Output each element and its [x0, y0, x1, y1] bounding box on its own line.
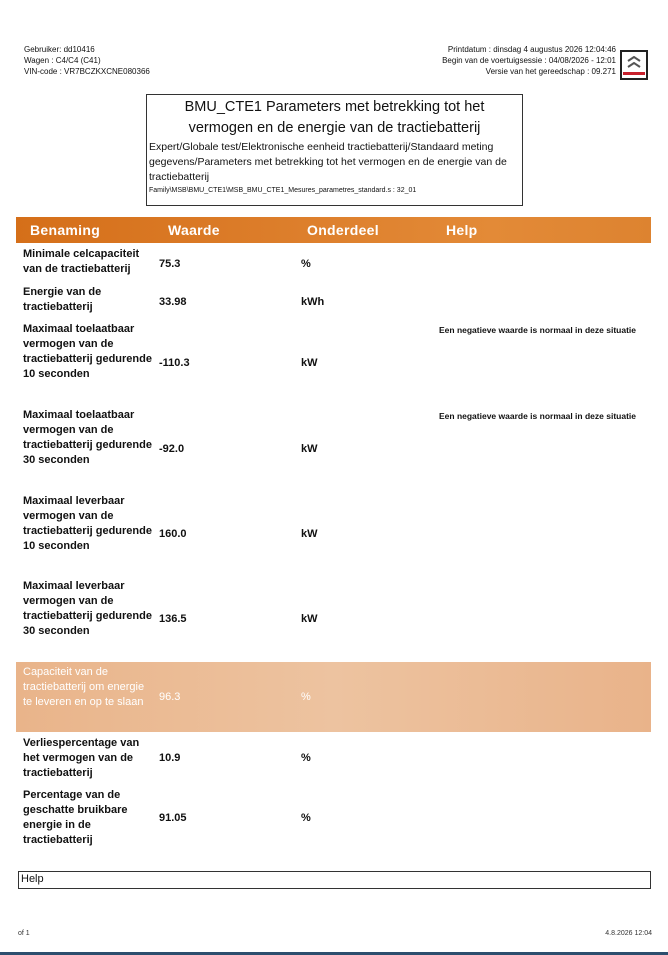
row-unit: %: [301, 752, 311, 764]
table-row: [16, 405, 651, 491]
row-unit: %: [301, 691, 311, 703]
row-name: Maximaal leverbaar vermogen van de tractiebatterij gedurende 10 seconden: [23, 495, 152, 552]
table-header: [16, 217, 651, 243]
title-file: Family\MSB\BMU_CTE1\MSB_BMU_CTE1_Mesures_parametres_standard.s : 32_01: [149, 187, 417, 194]
page-title-line1: BMU_CTE1 Parameters met betrekking tot het: [184, 99, 485, 115]
row-value: 96.3: [159, 691, 181, 703]
table-row: [16, 576, 651, 662]
row-value: 136.5: [159, 613, 187, 625]
table-row: [16, 491, 651, 576]
row-name: Maximaal toelaatbaar vermogen van de tractiebatterij gedurende 10 seconden: [23, 323, 152, 380]
brand-stripe: [623, 72, 645, 75]
row-help: Een negatieve waarde is normaal in deze situatie: [439, 411, 636, 421]
row-unit: kWh: [301, 296, 325, 308]
table-row-highlighted: [16, 662, 651, 732]
row-value: -92.0: [159, 443, 185, 455]
header-value: Waarde: [168, 222, 220, 238]
title-path: Expert/Globale test/Elektronische eenheid tractiebatterij/Standaard meting gegevens/Parameters met betrekking tot het vermogen en de energie van de tractiebatterij: [149, 141, 507, 183]
header-info-right: [442, 44, 616, 77]
tool-version: Versie van het gereedschap : 09.271: [485, 67, 616, 76]
row-name: Minimale celcapaciteit van de tractiebatterij: [23, 248, 140, 275]
table-row: [16, 281, 651, 319]
help-box: [18, 871, 651, 889]
session-start: Begin van de voertuigsessie : 04/08/2026 - 12:01: [442, 56, 616, 65]
row-unit: kW: [301, 528, 318, 540]
citroen-logo: [620, 50, 648, 80]
title-box: [146, 94, 523, 206]
row-name: Verliespercentage van het vermogen van de tractiebatterij: [23, 737, 140, 779]
row-unit: kW: [301, 357, 318, 369]
row-value: 160.0: [159, 528, 187, 540]
row-name: Energie van de tractiebatterij: [23, 286, 102, 313]
row-unit: %: [301, 258, 311, 270]
row-help: Een negatieve waarde is normaal in deze situatie: [439, 325, 636, 335]
car-label: Wagen : C4/C4 (C41): [24, 56, 101, 65]
page-title-line2: vermogen en de energie van de tractiebatterij: [188, 120, 481, 136]
row-name: Capaciteit van de tractiebatterij om energie te leveren en op te slaan: [23, 666, 145, 708]
table-row: [16, 243, 651, 281]
user-label: Gebruiker: dd10416: [24, 45, 95, 54]
row-unit: %: [301, 812, 311, 824]
row-name: Maximaal toelaatbaar vermogen van de tractiebatterij gedurende 30 seconden: [23, 409, 152, 466]
footer-page: of 1: [18, 930, 30, 937]
chevron-lower-icon: [627, 62, 641, 68]
row-unit: kW: [301, 443, 318, 455]
row-unit: kW: [301, 613, 318, 625]
row-value: 75.3: [159, 258, 181, 270]
table-row: [16, 732, 651, 784]
parameters-table: [16, 217, 651, 852]
print-date: Printdatum : dinsdag 4 augustus 2026 12:04:46: [447, 45, 616, 54]
row-name: Percentage van de geschatte bruikbare energie in de tractiebatterij: [23, 789, 128, 846]
vin-label: VIN-code : VR7BCZKXCNE080366: [24, 67, 150, 76]
row-value: 91.05: [159, 812, 187, 824]
header-unit: Onderdeel: [307, 222, 379, 238]
row-name: Maximaal leverbaar vermogen van de tractiebatterij gedurende 30 seconden: [23, 580, 152, 637]
row-value: -110.3: [159, 357, 190, 369]
header-info-left: [24, 44, 150, 77]
row-value: 33.98: [159, 296, 187, 308]
help-label: Help: [21, 873, 44, 885]
table-row: [16, 319, 651, 405]
table-row: [16, 784, 651, 852]
header-help: Help: [446, 222, 478, 238]
row-value: 10.9: [159, 752, 181, 764]
footer-date: 4.8.2026 12:04: [605, 930, 652, 937]
header-name: Benaming: [30, 222, 101, 238]
